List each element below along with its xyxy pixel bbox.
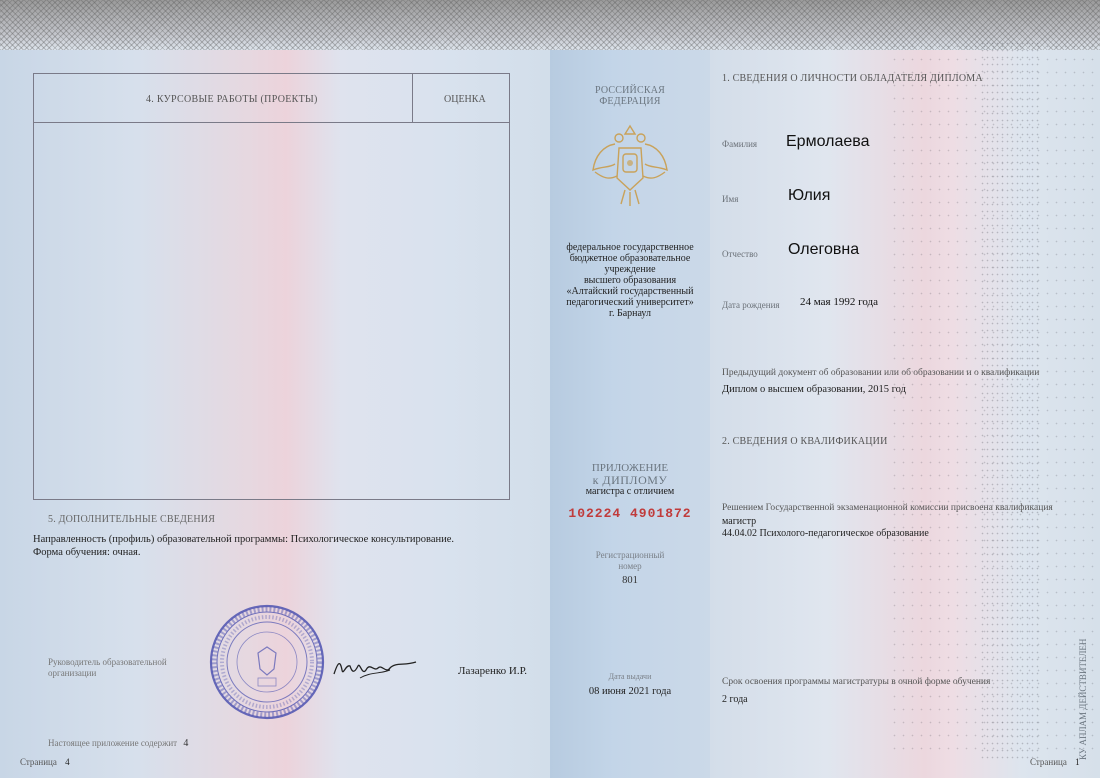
- sheets-value: 4: [183, 738, 189, 749]
- courses-table-header: [34, 74, 509, 123]
- signature-label: Руководитель образовательной организации: [48, 657, 167, 678]
- registration-label: [550, 550, 710, 572]
- duration-value: 2 года: [722, 694, 748, 705]
- vertical-text-label: КУ АПЛАМ ДЕЙСТВИТЕЛЕН: [1078, 638, 1088, 760]
- issue-date-label: Дата выдачи: [608, 672, 652, 681]
- coat-of-arms-emblem: [585, 120, 675, 212]
- program-profile-text: Направленность (профиль) образовательной программы: Психологическое консультирование.: [33, 534, 455, 545]
- duration-label: Срок освоения программы магистратуры в очной форме обучения: [722, 677, 991, 687]
- degree-type: магистра с отличием: [585, 486, 675, 497]
- qualification-program: 44.04.02 Психолого-педагогическое образование: [722, 528, 929, 539]
- surname-value: Ермолаева: [786, 133, 870, 150]
- birth-date-value: 24 мая 1992 года: [800, 296, 878, 308]
- courses-table: [33, 73, 510, 500]
- page-label: Страница: [1030, 757, 1067, 767]
- birth-date-label: Дата рождения: [722, 300, 780, 310]
- page-number-right: [1030, 757, 1080, 767]
- serial-number: 102224 4901872: [568, 506, 692, 521]
- patronymic-value: Олеговна: [788, 241, 860, 258]
- country-line: РОССИЙСКАЯ: [594, 85, 666, 96]
- page-label: Страница: [20, 757, 57, 767]
- vertical-validity-text: [1078, 600, 1090, 760]
- university-line: учреждение: [604, 264, 656, 275]
- scan-noise: [980, 40, 1040, 760]
- spine-panel: [550, 0, 710, 778]
- university-line: педагогический университет»: [566, 297, 694, 308]
- appendix-line: ПРИЛОЖЕНИЕ: [591, 462, 669, 474]
- qualification-title: магистр: [722, 516, 757, 527]
- university-line: бюджетное образовательное: [569, 253, 691, 264]
- round-seal-stamp: [208, 603, 326, 721]
- country-name: [550, 85, 710, 107]
- qualification-decision: Решением Государственной экзаменационной комиссии присвоена квалификация: [722, 503, 1053, 513]
- previous-document-value: Диплом о высшем образовании, 2015 год: [722, 384, 906, 395]
- study-form-text: Форма обучения: очная.: [33, 547, 141, 558]
- university-line: федеральное государственное: [566, 242, 694, 253]
- registration-number: 801: [622, 575, 638, 586]
- handwritten-signature: [330, 652, 420, 682]
- university-line: г. Барнаул: [609, 308, 651, 319]
- page-value: 4: [65, 757, 70, 767]
- registration-label-line: Регистрационный: [595, 550, 665, 560]
- name-value: Юлия: [788, 187, 831, 204]
- column-divider: [412, 74, 413, 123]
- page-value: 1: [1075, 757, 1080, 767]
- surname-label: Фамилия: [722, 139, 758, 149]
- courses-title: 4. КУРСОВЫЕ РАБОТЫ (ПРОЕКТЫ): [146, 94, 318, 105]
- appendix-line: к ДИПЛОМУ: [592, 473, 668, 487]
- section2-title: 2. СВЕДЕНИЯ О КВАЛИФИКАЦИИ: [722, 436, 888, 447]
- issue-date: 08 июня 2021 года: [588, 686, 672, 697]
- university-name: [556, 242, 704, 319]
- grade-title: ОЦЕНКА: [444, 94, 486, 105]
- university-line: «Алтайский государственный: [566, 286, 694, 297]
- extra-info-title: 5. ДОПОЛНИТЕЛЬНЫЕ СВЕДЕНИЯ: [48, 514, 216, 525]
- previous-document-label: Предыдущий документ об образовании или об образовании и о квалификации: [722, 368, 1040, 378]
- sheets-label: Настоящее приложение содержит: [48, 738, 178, 748]
- country-line: ФЕДЕРАЦИЯ: [599, 96, 661, 107]
- sheets-count: [48, 738, 188, 749]
- name-label: Имя: [722, 194, 739, 204]
- patronymic-label: Отчество: [722, 249, 758, 259]
- university-line: высшего образования: [583, 275, 677, 286]
- registration-label-line: номер: [618, 561, 642, 571]
- signer-name: Лазаренко И.Р.: [458, 665, 528, 677]
- page-number-left: [20, 757, 70, 767]
- appendix-title: [550, 462, 710, 498]
- section1-title: 1. СВЕДЕНИЯ О ЛИЧНОСТИ ОБЛАДАТЕЛЯ ДИПЛОМА: [722, 73, 983, 84]
